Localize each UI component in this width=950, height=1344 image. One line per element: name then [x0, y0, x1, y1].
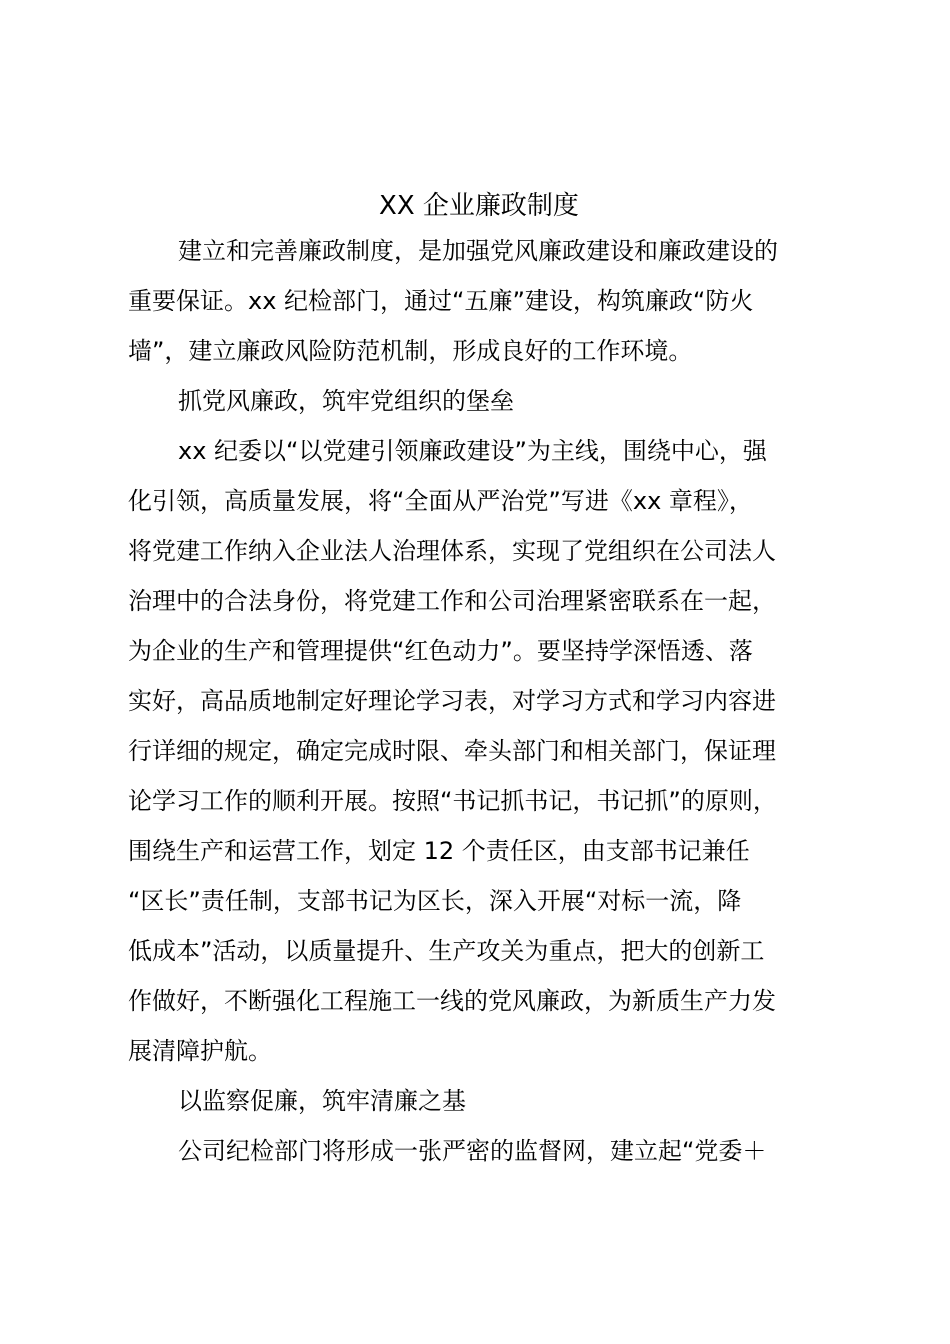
paragraph-supervision: [128, 1126, 830, 1176]
document-title: XX 企业廉政制度: [379, 191, 579, 221]
paragraph-line: 围绕生产和运营工作，划定 12 个责任区，由支部书记兼任: [128, 837, 750, 865]
paragraph-line: 建立和完善廉政制度，是加强党风廉政建设和廉政建设的: [178, 237, 778, 265]
paragraph-line: 重要保证。xx 纪检部门，通过“五廉”建设，构筑廉政“防火: [128, 287, 754, 315]
paragraph-line: xx 纪委以“以党建引领廉政建设”为主线，围绕中心，强: [178, 437, 767, 465]
section-heading-supervision: [128, 1076, 830, 1126]
paragraph-line: 实好，高品质地制定好理论学习表，对学习方式和学习内容进: [128, 687, 776, 715]
paragraph-line: 将党建工作纳入企业法人治理体系，实现了党组织在公司法人: [128, 537, 776, 565]
paragraph-line: 展清障护航。: [128, 1037, 272, 1065]
section-heading-party-style: [128, 376, 830, 426]
paragraph-line: 墙”，建立廉政风险防范机制，形成良好的工作环境。: [128, 337, 693, 365]
paragraph-line: 行详细的规定，确定完成时限、牵头部门和相关部门，保证理: [128, 737, 776, 765]
paragraph-line: “区长”责任制，支部书记为区长，深入开展“对标一流，降: [128, 887, 742, 915]
paragraph-line: 公司纪检部门将形成一张严密的监督网，建立起“党委＋: [178, 1137, 767, 1165]
paragraph-line: 以监察促廉，筑牢清廉之基: [178, 1087, 466, 1115]
document-body: [128, 186, 830, 1176]
paragraph-line: 为企业的生产和管理提供“红色动力”。要坚持学深悟透、落: [128, 637, 753, 665]
paragraph-line: 化引领，高质量发展，将“全面从严治党”写进《xx 章程》，: [128, 487, 753, 515]
paragraph-intro: [128, 226, 830, 376]
paragraph-line: 论学习工作的顺利开展。按照“书记抓书记，书记抓”的原则，: [128, 787, 777, 815]
paragraph-line: 作做好，不断强化工程施工一线的党风廉政，为新质生产力发: [128, 987, 776, 1015]
paragraph-line: 低成本”活动，以质量提升、生产攻关为重点，把大的创新工: [128, 937, 765, 965]
paragraph-line: 治理中的合法身份，将党建工作和公司治理紧密联系在一起，: [128, 587, 776, 615]
paragraph-party-building: [128, 426, 830, 1076]
paragraph-line: 抓党风廉政，筑牢党组织的堡垒: [178, 387, 514, 415]
